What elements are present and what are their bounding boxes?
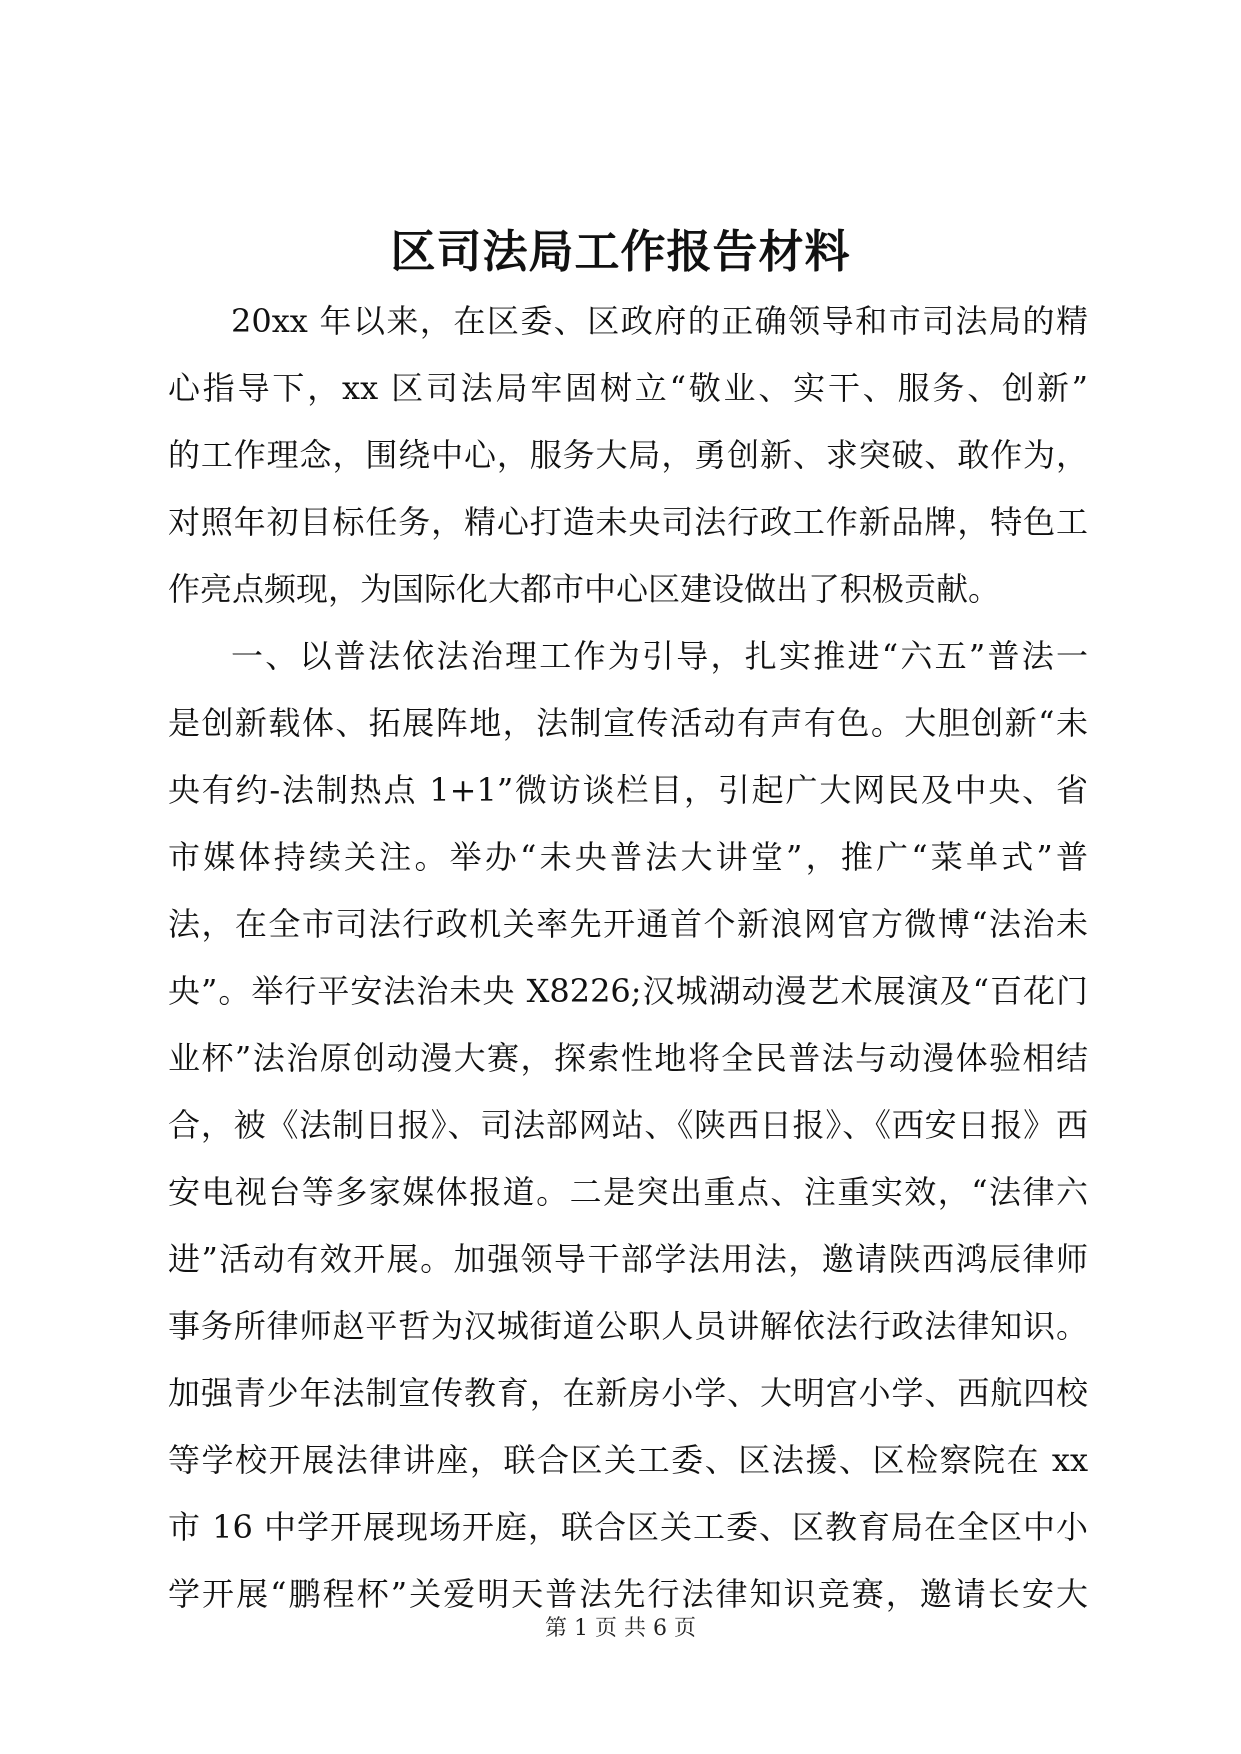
- body-line: 进”活动有效开展。加强领导干部学法用法，邀请陕西鸿辰律师: [168, 1240, 1088, 1278]
- document-body: [168, 288, 1088, 1628]
- body-line: 安电视台等多家媒体报道。二是突出重点、注重实效，“法律六: [168, 1173, 1088, 1211]
- body-line: 的工作理念，围绕中心，服务大局，勇创新、求突破、敢作为，: [168, 436, 1088, 474]
- body-line: 业杯”法治原创动漫大赛，探索性地将全民普法与动漫体验相结: [168, 1039, 1088, 1077]
- body-line: 等学校开展法律讲座，联合区关工委、区法援、区检察院在 xx: [168, 1441, 1088, 1479]
- page-number-footer: 第 1 页 共 6 页: [545, 1616, 696, 1641]
- body-line: 对照年初目标任务，精心打造未央司法行政工作新品牌，特色工: [168, 503, 1088, 541]
- body-line: 市 16 中学开展现场开庭，联合区关工委、区教育局在全区中小: [168, 1508, 1088, 1546]
- body-line: 事务所律师赵平哲为汉城街道公职人员讲解依法行政法律知识。: [168, 1307, 1088, 1345]
- body-line: 作亮点频现，为国际化大都市中心区建设做出了积极贡献。: [168, 570, 1001, 608]
- body-line: 法，在全市司法行政机关率先开通首个新浪网官方微博“法治未: [168, 905, 1088, 943]
- body-line: 合，被《法制日报》、司法部网站、《陕西日报》、《西安日报》西: [168, 1106, 1088, 1144]
- body-line: 学开展“鹏程杯”关爱明天普法先行法律知识竞赛，邀请长安大: [168, 1575, 1088, 1613]
- body-line: 央”。举行平安法治未央 X8226;汉城湖动漫艺术展演及“百花门: [168, 972, 1088, 1010]
- body-line: 市媒体持续关注。举办“未央普法大讲堂”，推广“菜单式”普: [168, 838, 1088, 876]
- body-line: 加强青少年法制宣传教育，在新房小学、大明宫小学、西航四校: [168, 1374, 1088, 1412]
- body-line: 一、以普法依法治理工作为引导，扎实推进“六五”普法一: [231, 637, 1088, 675]
- body-line: 央有约-法制热点 1+1”微访谈栏目，引起广大网民及中央、省: [168, 771, 1088, 809]
- document-title: 区司法局工作报告材料: [390, 225, 851, 278]
- body-line: 是创新载体、拓展阵地，法制宣传活动有声有色。大胆创新“未: [168, 704, 1088, 742]
- body-line: 心指导下，xx 区司法局牢固树立“敬业、实干、服务、创新”: [168, 369, 1088, 407]
- body-line: 20xx 年以来，在区委、区政府的正确领导和市司法局的精: [231, 302, 1088, 340]
